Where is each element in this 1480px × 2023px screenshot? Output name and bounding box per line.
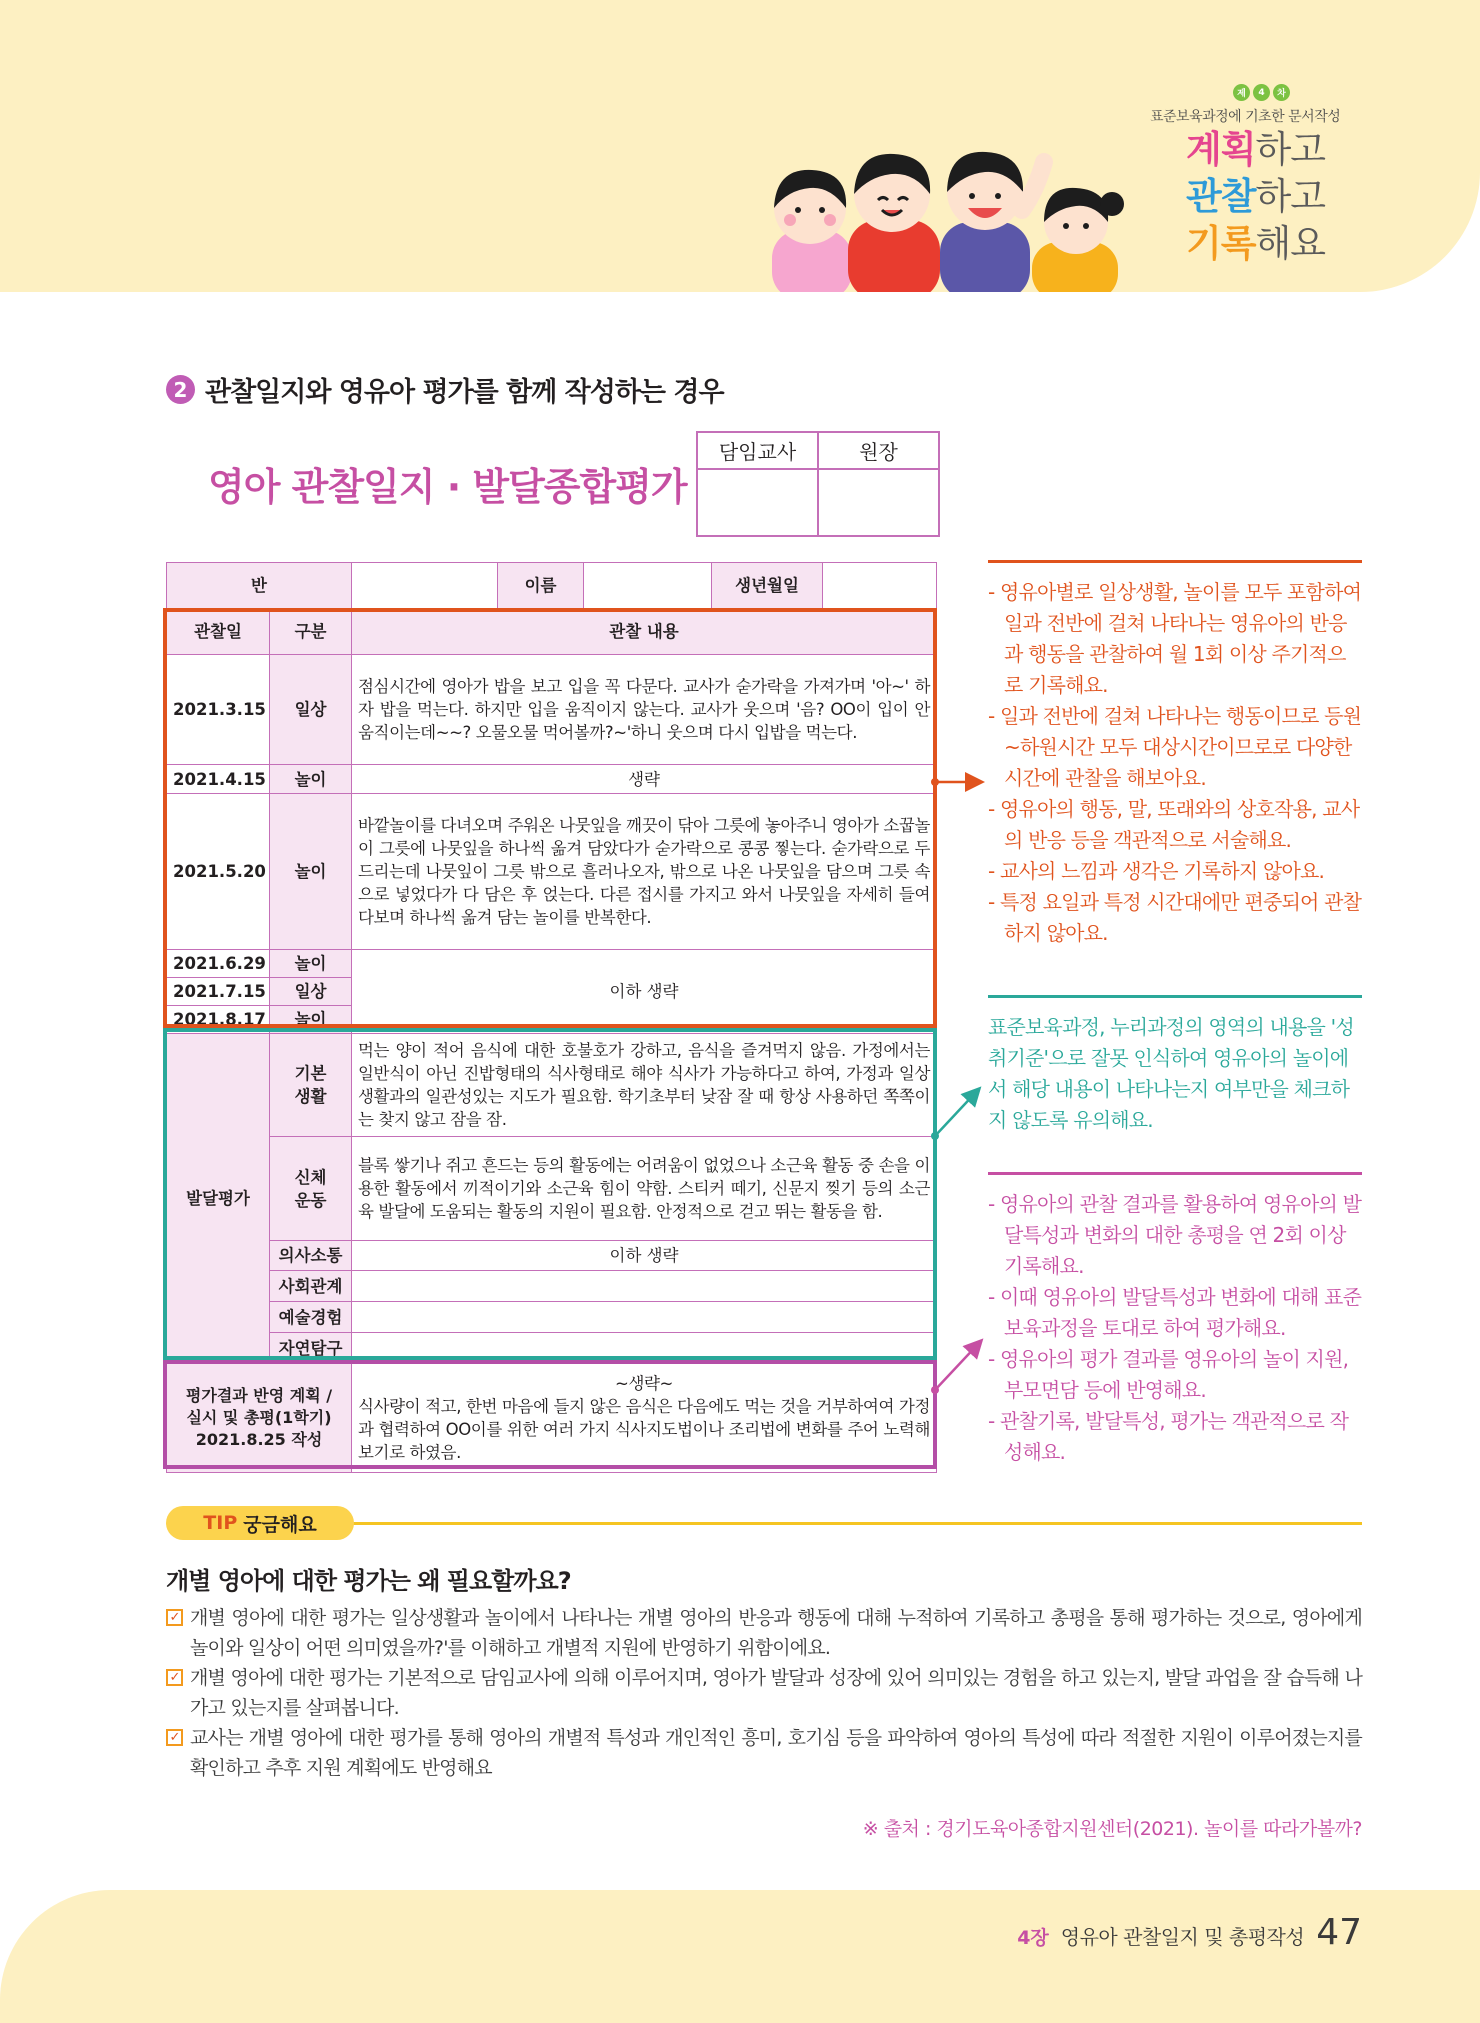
eval-area: 예술경험 xyxy=(270,1302,352,1333)
eval-area: 자연탐구 xyxy=(270,1333,352,1364)
chapter-label: 4장 xyxy=(1017,1927,1049,1949)
birth-value xyxy=(823,563,937,609)
table-row xyxy=(167,1034,937,1137)
slogan-line: 계획하고 xyxy=(1186,128,1325,171)
table-row xyxy=(167,1241,937,1271)
obs-type: 놀이 xyxy=(270,1006,352,1034)
note-item: - 일과 전반에 걸쳐 나타나는 행동이므로 등원~하원시간 모두 대상시간이므로로 다양한 시간에 관찰을 해보아요. xyxy=(988,704,1362,790)
section-title: 관찰일지와 영유아 평가를 함께 작성하는 경우 xyxy=(205,377,724,408)
section-number: 2 xyxy=(166,375,195,404)
result-label: 평가결과 반영 계획 / 실시 및 총평(1학기) 2021.8.25 작성 xyxy=(167,1364,352,1473)
obs-date: 2021.7.15 xyxy=(167,978,270,1006)
note-rule xyxy=(988,1172,1362,1175)
edition-badge: 차 xyxy=(1273,84,1290,101)
answer-list xyxy=(166,1603,1362,1783)
eval-content: 이하 생략 xyxy=(352,1241,937,1271)
chapter-title: 영유아 관찰일지 및 총평작성 xyxy=(1060,1925,1305,1949)
tip-title: 궁금해요 xyxy=(243,1513,317,1536)
table-row xyxy=(167,655,937,765)
date-header: 관찰일 xyxy=(167,609,270,655)
eval-area: 사회관계 xyxy=(270,1271,352,1302)
table-row xyxy=(167,1333,937,1364)
series-brand xyxy=(1150,84,1410,267)
sign-cell-director xyxy=(818,469,939,536)
list-item: ✓ 개별 영아에 대한 평가는 일상생활과 놀이에서 나타나는 개별 영아의 반응과 행동에 대해 누적하여 기록하고 총평을 통해 평가하는 것으로, 영아에게 놀이와 일상이 어떤 의미였을까?'를 이해하고 개별적 지원에 반영하기 위함이에요. xyxy=(166,1603,1362,1663)
class-value xyxy=(352,563,498,609)
obs-type: 놀이 xyxy=(270,765,352,794)
edition-badges xyxy=(1233,84,1410,101)
slogan-line: 기록해요 xyxy=(1186,222,1325,265)
obs-date: 2021.3.15 xyxy=(167,655,270,765)
name-value xyxy=(584,563,712,609)
observation-guidance xyxy=(988,560,1362,949)
checkbox-icon: ✓ xyxy=(166,1729,183,1746)
type-header: 구분 xyxy=(270,609,352,655)
source-citation: ※ 출처 : 경기도육아종합지원센터(2021). 놀이를 따라가볼까? xyxy=(862,1818,1362,1840)
development-guidance xyxy=(988,995,1362,1136)
table-row xyxy=(167,950,937,978)
eval-area: 의사소통 xyxy=(270,1241,352,1271)
list-item: ✓ 개별 영아에 대한 평가는 기본적으로 담임교사에 의해 이루어지며, 영아가 발달과 성장에 있어 의미있는 경험을 하고 있는지, 발달 과업을 잘 습득해 나가고 있는지를 살펴봅니다. xyxy=(166,1663,1362,1723)
info-row xyxy=(167,563,937,609)
obs-omitted: 이하 생략 xyxy=(352,950,937,1034)
note-item: - 영유아의 평가 결과를 영유아의 놀이 지원, 부모면담 등에 반영해요. xyxy=(988,1347,1349,1402)
tip-label: TIP xyxy=(203,1512,238,1534)
question-title: 개별 영아에 대한 평가는 왜 필요할까요? xyxy=(166,1567,571,1595)
arrow-evaluation xyxy=(935,1342,980,1390)
signature-box xyxy=(696,431,940,537)
note-item: - 교사의 느낌과 생각은 기록하지 않아요. xyxy=(988,859,1325,883)
page-footer xyxy=(1017,1912,1362,1953)
note-item: - 특정 요일과 특정 시간대에만 편중되어 관찰하지 않아요. xyxy=(988,890,1362,945)
note-item: - 이때 영유아의 발달특성과 변화에 대해 표준보육과정을 토대로 하여 평가해요. xyxy=(988,1285,1362,1340)
document-title: 영아 관찰일지 · 발달종합평가 xyxy=(208,465,687,509)
sign-label-director: 원장 xyxy=(818,432,939,469)
eval-content: 먹는 양이 적어 음식에 대한 호불호가 강하고, 음식을 즐겨먹지 않음. 가정에서는 일반식이 아닌 진밥형태의 식사형태로 해야 식사가 가능하다고 하여, 가정과 일상생활과의 일관성있는 지도가 필요함. 학기초부터 낮잠 잘 때 항상 사용하던 쪽쪽이는 찾지 않고 잠을 잠. xyxy=(352,1034,937,1137)
children-illustration xyxy=(760,150,1130,292)
result-content: ~생략~ 식사량이 적고, 한번 마음에 들지 않은 음식은 다음에도 먹는 것을 거부하여여 가정과 협력하여 OO이를 위한 여러 가지 식사지도법이나 조리법에 변화를 주어 노력해보기로 하였음. xyxy=(352,1364,937,1473)
sign-label-teacher: 담임교사 xyxy=(697,432,818,469)
table-row xyxy=(167,1271,937,1302)
class-label: 반 xyxy=(167,563,352,609)
edition-badge: 4 xyxy=(1253,84,1270,101)
note-item: - 영유아의 관찰 결과를 활용하여 영유아의 발달특성과 변화의 대한 총평을 연 2회 이상 기록해요. xyxy=(988,1192,1362,1278)
table-row xyxy=(167,765,937,794)
note-rule xyxy=(988,560,1362,563)
eval-content xyxy=(352,1271,937,1302)
note-item: - 영유아의 행동, 말, 또래와의 상호작용, 교사의 반응 등을 객관적으로 서술해요. xyxy=(988,797,1360,852)
obs-date: 2021.5.20 xyxy=(167,794,270,950)
evaluation-guidance xyxy=(988,1172,1362,1468)
obs-date: 2021.8.17 xyxy=(167,1006,270,1034)
arrow-development xyxy=(935,1090,978,1136)
obs-content: 바깥놀이를 다녀오며 주워온 나뭇잎을 깨끗이 닦아 그릇에 놓아주니 영아가 소꿉놀이 그릇에 나뭇잎을 하나씩 옮겨 담았다가 숟가락으로 콩콩 찧는다. 숟가락으로 두드리는데 나뭇잎이 그릇 밖으로 흘러나오자, 밖으로 나온 나뭇잎을 담으며 그릇 속으로 넣었다가 다 담은 후 얹는다. 다른 접시를 가지고 와서 나뭇잎을 자세히 들여다보며 하나씩 옮겨 담는 놀이를 반복한다. xyxy=(352,794,937,950)
obs-date: 2021.6.29 xyxy=(167,950,270,978)
table-row xyxy=(167,1302,937,1333)
footer-band xyxy=(0,1890,1480,2023)
eval-content: 블록 쌓기나 쥐고 흔드는 등의 활동에는 어려움이 없었으나 소근육 활동 중 손을 이용한 활동에서 끼적이기와 소근육 힘이 약함. 스티커 떼기, 신문지 찢기 등의 소근육 발달에 도움되는 활동의 지원이 필요함. 안정적으로 걷고 뛰는 활동을 함. xyxy=(352,1137,937,1241)
birth-label: 생년월일 xyxy=(712,563,823,609)
edition-badge: 제 xyxy=(1233,84,1250,101)
note-item: - 관찰기록, 발달특성, 평가는 객관적으로 작성해요. xyxy=(988,1409,1349,1464)
series-subtitle: 표준보육과정에 기초한 문서작성 xyxy=(1150,109,1341,125)
tip-tag xyxy=(166,1506,354,1540)
note-text: 표준보육과정, 누리과정의 영역의 내용을 '성취기준'으로 잘못 인식하여 영유아의 놀이에서 해당 내용이 나타나는지 여부만을 체크하지 않도록 유의해요. xyxy=(988,1015,1354,1132)
note-rule xyxy=(988,995,1362,998)
note-item: - 영유아별로 일상생활, 놀이를 모두 포함하여 일과 전반에 걸쳐 나타나는 영유아의 반응과 행동을 관찰하여 월 1회 이상 주기적으로 기록해요. xyxy=(988,580,1362,697)
eval-content xyxy=(352,1333,937,1364)
obs-type: 놀이 xyxy=(270,794,352,950)
tip-rule xyxy=(350,1522,1362,1525)
eval-content xyxy=(352,1302,937,1333)
eval-label: 발달평가 xyxy=(167,1034,270,1364)
list-item: ✓ 교사는 개별 영아에 대한 평가를 통해 영아의 개별적 특성과 개인적인 흥미, 호기심 등을 파악하여 영아의 특성에 따라 적절한 지원이 이루어졌는지를 확인하고 추후 지원 계획에도 반영해요 xyxy=(166,1723,1362,1783)
obs-type: 놀이 xyxy=(270,950,352,978)
checkbox-icon: ✓ xyxy=(166,1609,183,1626)
obs-type: 일상 xyxy=(270,978,352,1006)
slogan-line: 관찰하고 xyxy=(1186,175,1325,218)
eval-area: 기본 생활 xyxy=(270,1034,352,1137)
table-row xyxy=(167,1137,937,1241)
checkbox-icon: ✓ xyxy=(166,1669,183,1686)
eval-area: 신체 운동 xyxy=(270,1137,352,1241)
name-label: 이름 xyxy=(498,563,584,609)
result-row xyxy=(167,1364,937,1473)
obs-date: 2021.4.15 xyxy=(167,765,270,794)
observation-table xyxy=(166,562,937,1473)
content-header: 관찰 내용 xyxy=(352,609,937,655)
page-number: 47 xyxy=(1316,1912,1362,1953)
obs-content: 생략 xyxy=(352,765,937,794)
sign-cell-teacher xyxy=(697,469,818,536)
obs-content: 점심시간에 영아가 밥을 보고 입을 꼭 다문다. 교사가 숟가락을 가져가며 '아~' 하자 밥을 먹는다. 하지만 입을 움직이지 않는다. 교사가 웃으며 '음? OO이 입이 안 움직이는데~~? 오물오물 먹어볼까?~'하니 웃으며 다시 입밥을 먹는다. xyxy=(352,655,937,765)
table-row xyxy=(167,794,937,950)
section-heading xyxy=(166,370,724,409)
obs-type: 일상 xyxy=(270,655,352,765)
obs-header-row xyxy=(167,609,937,655)
